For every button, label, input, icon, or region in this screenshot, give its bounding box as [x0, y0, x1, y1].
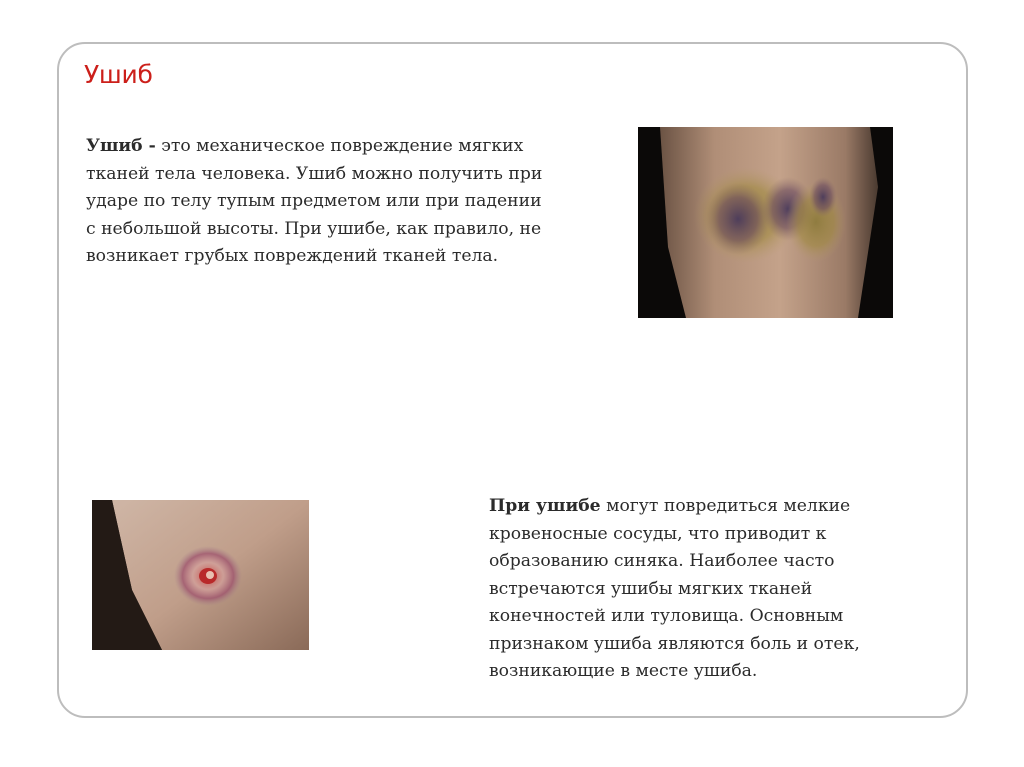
consequences-paragraph — [489, 493, 929, 686]
definition-term: Ушиб - — [86, 136, 156, 156]
slide-title: Ушиб — [84, 60, 153, 89]
bruise-arm-photo — [92, 500, 309, 650]
definition-text: это механическое повреждение мягких тканей тела человека. Ушиб можно получить при ударе по телу тупым предметом или при падении с небольшой высоты. При ушибе, как правило, не возникает грубых повреждений тканей тела. — [86, 136, 543, 266]
consequences-term: При ушибе — [489, 496, 601, 516]
definition-paragraph — [86, 133, 546, 271]
bruise-leg-photo — [638, 127, 893, 318]
consequences-text: могут повредиться мелкие кровеносные сосуды, что приводит к образованию синяка. Наиболее часто встречаются ушибы мягких тканей конечностей или туловища. Основным признаком ушиба являются боль и отек, возникающие в месте ушиба. — [489, 496, 860, 681]
